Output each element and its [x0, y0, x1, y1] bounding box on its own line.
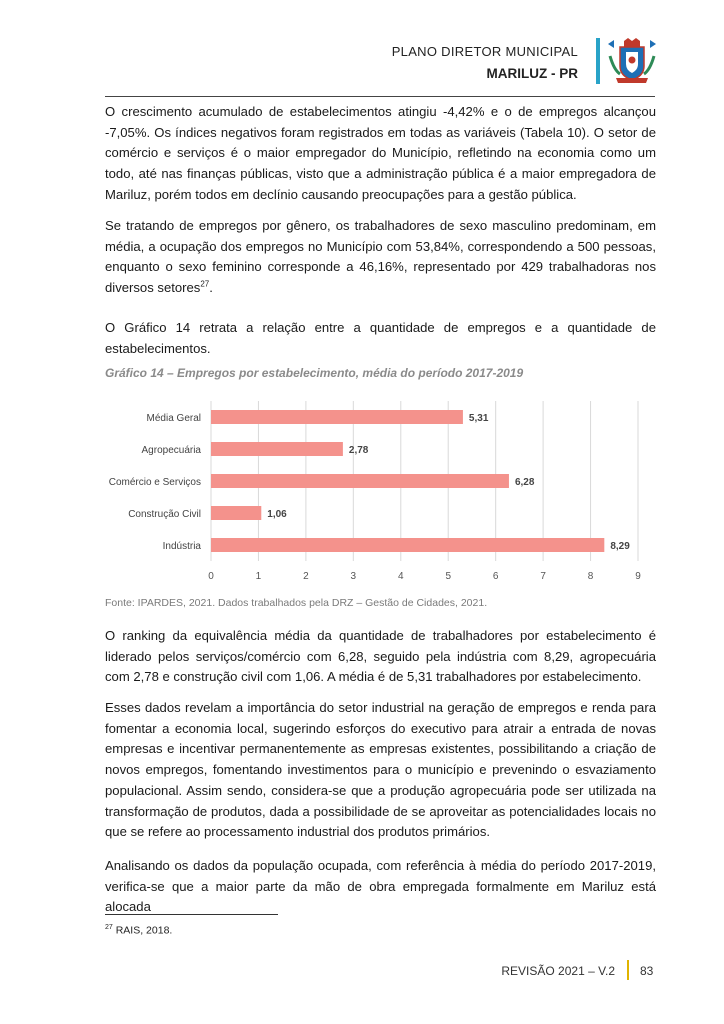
footnote-divider — [105, 914, 278, 915]
bar — [211, 474, 509, 488]
bar — [211, 442, 343, 456]
chart-canvas — [105, 389, 656, 589]
value-label: 2,78 — [348, 445, 369, 456]
category-label: Agropecuária — [141, 445, 201, 456]
value-label: 6,28 — [514, 477, 535, 488]
chart-caption: Gráfico 14 – Empregos por estabelecimento, média do período 2017-2019 — [105, 366, 524, 380]
x-tick-label: 2 — [303, 571, 309, 582]
category-label: Construção Civil — [128, 509, 201, 520]
x-tick-label: 1 — [255, 571, 262, 582]
value-label: 5,31 — [468, 413, 489, 424]
coat-of-arms-icon — [606, 38, 658, 84]
paragraph-ranking: O ranking da equivalência média da quantidade de trabalhadores por estabelecimento é liderado pelos serviços/comércio com 6,28, seguido pela indústria com 8,29, agropecuária com 2,78 e construção civil com 1,06. A média é de 5,31 trabalhadores por estabelecimento. — [105, 628, 656, 685]
paragraph-gender-text: Se tratando de empregos por gênero, os trabalhadores de sexo masculino predominam, em média, a ocupação dos empregos no Município com 53,84%, correspondendo a 500 pessoas, enquanto o sexo feminino corresponde a 46,16%, representado por 429 trabalhadoras nos diversos setores — [105, 218, 656, 296]
bar — [211, 410, 463, 424]
bar-chart — [105, 389, 656, 589]
x-tick-label: 6 — [492, 571, 499, 582]
value-label: 8,29 — [610, 541, 630, 552]
chart-source: Fonte: IPARDES, 2021. Dados trabalhados pela DRZ – Gestão de Cidades, 2021. — [105, 597, 488, 609]
category-label: Média Geral — [146, 413, 201, 424]
x-tick-label: 8 — [587, 571, 594, 582]
x-tick-label: 7 — [540, 571, 546, 582]
x-tick-label: 5 — [445, 571, 452, 582]
x-tick-label: 9 — [635, 571, 641, 582]
paragraph-chart-intro: O Gráfico 14 retrata a relação entre a quantidade de empregos e a quantidade de estabelecimentos. — [105, 320, 656, 356]
footnote-number: 27 — [105, 924, 113, 931]
x-tick-label: 3 — [350, 571, 357, 582]
document-title: PLANO DIRETOR MUNICIPAL — [391, 44, 578, 59]
bar — [211, 506, 261, 520]
header-accent-bar — [596, 38, 600, 84]
page-number: 83 — [640, 964, 654, 978]
municipality-name: MARILUZ - PR — [486, 66, 578, 81]
page-header — [0, 0, 724, 100]
category-label: Indústria — [162, 541, 201, 552]
category-label: Comércio e Serviços — [108, 477, 201, 488]
paragraph-gender-end: . — [209, 280, 213, 296]
x-tick-label: 4 — [397, 571, 404, 582]
revision-label: REVISÃO 2021 – V.2 — [501, 964, 615, 978]
paragraph-growth: O crescimento acumulado de estabelecimentos atingiu -4,42% e o de empregos alcançou -7,05%. Os índices negativos foram registrados em todas as variáveis (Tabela 10). O setor de comércio e serviços é o maior empregador do Município, refletindo na economia como um todo, até nas finanças públicas, visto que a administração pública é a maior empregadora de Mariluz, porém todos em declínio causando preocupações para a gestão pública. — [105, 104, 656, 202]
paragraph-industry: Esses dados revelam a importância do setor industrial na geração de empregos e renda para fomentar a economia local, sugerindo esforços do executivo para atrair a entrada de novas empresas e incentivar permanentemente as empresas existentes, possibilitando a criação de novos empregos, fomentando investimentos para o município e prevenindo o esvaziamento populacional. Assim sendo, considera-se que a produção agropecuária pode ser utilizada na transformação de produtos, dada a possibilidade de se aproveitar as potencialidades locais no que se refere ao processamento industrial dos produtos primários. — [105, 700, 656, 840]
header-divider — [105, 96, 655, 97]
paragraph-occupied-population: Analisando os dados da população ocupada, com referência à média do período 2017-2019, verifica-se que a maior parte da mão de obra empregada formalmente em Mariluz está alocada — [105, 858, 656, 915]
paragraph-gender — [105, 216, 656, 299]
bar — [211, 538, 604, 552]
footnote-text: RAIS, 2018. — [115, 924, 173, 937]
footer-divider — [627, 960, 629, 980]
x-tick-label: 0 — [208, 571, 214, 582]
footnote-reference[interactable]: 27 — [200, 279, 210, 289]
footnote — [105, 924, 172, 937]
value-label: 1,06 — [267, 509, 287, 520]
